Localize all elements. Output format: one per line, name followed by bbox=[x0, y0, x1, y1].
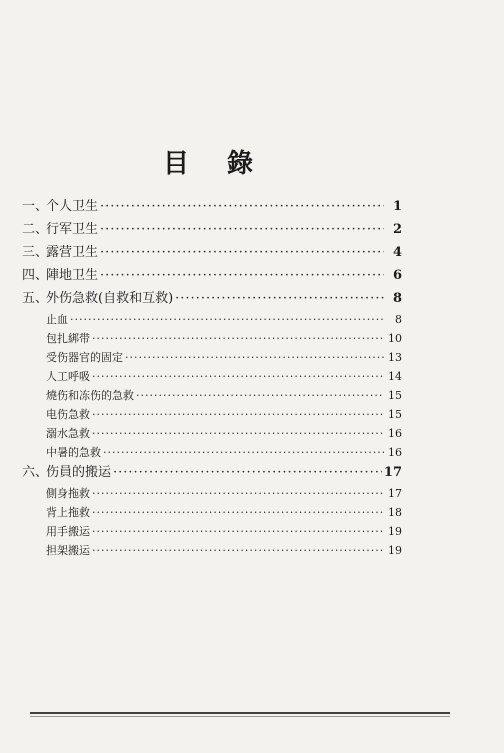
toc-page-number: 10 bbox=[388, 332, 402, 345]
toc-entry bbox=[22, 195, 402, 218]
toc-subentry bbox=[22, 484, 402, 503]
toc-entry-label: 人工呼吸 bbox=[46, 370, 90, 383]
toc-entry-label: 燒伤和冻伤的急救 bbox=[46, 389, 134, 402]
toc-entry-label: 担架搬运 bbox=[46, 544, 90, 557]
toc-entry-label: 行军卫生 bbox=[46, 222, 99, 237]
toc-entry-label: 溺水急救 bbox=[46, 427, 90, 440]
toc-page-number: 15 bbox=[388, 389, 402, 402]
toc-subentry bbox=[22, 541, 402, 560]
toc-entry-label: 側身拖救 bbox=[46, 487, 90, 500]
toc-page-number: 18 bbox=[388, 506, 402, 519]
toc-page-number: 16 bbox=[388, 427, 402, 440]
toc-entry-label: 包扎綁带 bbox=[46, 332, 90, 345]
toc-subentry bbox=[22, 405, 402, 424]
toc-page-number: 8 bbox=[395, 313, 402, 326]
toc-subentry bbox=[22, 443, 402, 462]
toc-page-number: 16 bbox=[388, 446, 402, 459]
toc-page-number: 14 bbox=[388, 370, 402, 383]
toc-leader-dots bbox=[175, 287, 384, 310]
toc-entry-number: 六、 bbox=[22, 465, 49, 480]
toc-entry-number: 二、 bbox=[22, 222, 49, 237]
toc-leader-dots bbox=[100, 241, 384, 264]
toc-entry-number: 四、 bbox=[22, 268, 49, 283]
toc-leader-dots bbox=[92, 367, 384, 386]
toc-subentry bbox=[22, 522, 402, 541]
toc-leader-dots bbox=[100, 264, 384, 287]
toc-page-number: 19 bbox=[388, 525, 402, 538]
toc-entry bbox=[22, 241, 402, 264]
toc-entry-label: 陣地卫生 bbox=[46, 268, 99, 283]
toc-leader-dots bbox=[92, 503, 384, 522]
table-of-contents bbox=[22, 195, 402, 560]
toc-page-number: 15 bbox=[388, 408, 402, 421]
toc-entry bbox=[22, 287, 402, 310]
toc-subentry bbox=[22, 348, 402, 367]
toc-entry bbox=[22, 462, 402, 484]
toc-leader-dots bbox=[92, 424, 384, 443]
toc-page-number: 4 bbox=[392, 245, 402, 260]
toc-leader-dots bbox=[92, 484, 384, 503]
title-char-2: 錄 bbox=[227, 149, 256, 179]
toc-leader-dots bbox=[103, 443, 384, 462]
toc-entry-number: 五、 bbox=[22, 291, 49, 306]
toc-subentry bbox=[22, 503, 402, 522]
toc-entry-number: 一、 bbox=[22, 199, 49, 214]
toc-entry-label: 外伤急救(自救和互救) bbox=[46, 291, 174, 306]
toc-subentry bbox=[22, 386, 402, 405]
toc-entry-label: 中暑的急救 bbox=[46, 446, 101, 459]
toc-page-number: 17 bbox=[388, 487, 402, 500]
toc-entry-label: 受伤器官的固定 bbox=[46, 351, 123, 364]
toc-entry-label: 止血 bbox=[46, 313, 68, 326]
toc-page-number: 8 bbox=[392, 291, 402, 306]
toc-entry-label: 用手搬运 bbox=[46, 525, 90, 538]
toc-entry bbox=[22, 218, 402, 241]
toc-entry-label: 个人卫生 bbox=[46, 199, 99, 214]
bottom-rule-secondary bbox=[30, 716, 450, 717]
toc-leader-dots bbox=[100, 218, 384, 241]
toc-entry-number: 三、 bbox=[22, 245, 49, 260]
toc-page-number: 1 bbox=[392, 199, 402, 214]
toc-leader-dots bbox=[92, 522, 384, 541]
toc-page-number: 6 bbox=[392, 268, 402, 283]
toc-entry-label: 露营卫生 bbox=[46, 245, 99, 260]
toc-leader-dots bbox=[113, 462, 382, 484]
title-char-1: 目 bbox=[163, 149, 192, 179]
toc-entry bbox=[22, 264, 402, 287]
toc-leader-dots bbox=[92, 405, 384, 424]
toc-entry-label: 伤員的搬运 bbox=[46, 465, 112, 480]
toc-leader-dots bbox=[125, 348, 384, 367]
toc-subentry bbox=[22, 329, 402, 348]
toc-subentry bbox=[22, 310, 402, 329]
toc-subentry bbox=[22, 424, 402, 443]
toc-leader-dots bbox=[100, 195, 384, 218]
toc-leader-dots bbox=[70, 310, 384, 329]
toc-page-number: 19 bbox=[388, 544, 402, 557]
toc-leader-dots bbox=[136, 386, 384, 405]
toc-page-number: 13 bbox=[388, 351, 402, 364]
toc-entry-label: 背上拖救 bbox=[46, 506, 90, 519]
toc-subentry bbox=[22, 367, 402, 386]
bottom-rule bbox=[30, 712, 450, 714]
toc-page-number: 17 bbox=[383, 465, 402, 480]
toc-leader-dots bbox=[92, 541, 384, 560]
toc-entry-label: 电伤急救 bbox=[46, 408, 90, 421]
toc-leader-dots bbox=[92, 329, 384, 348]
toc-page-number: 2 bbox=[392, 222, 402, 237]
